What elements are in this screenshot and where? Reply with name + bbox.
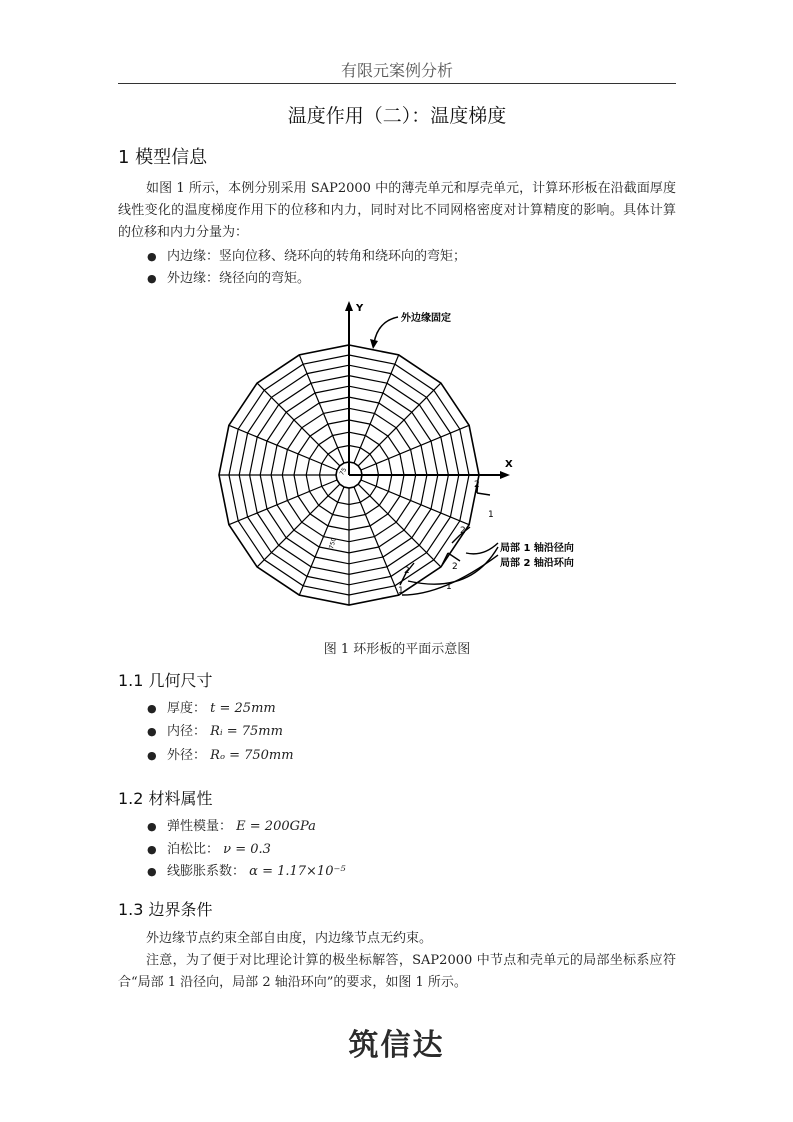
- local-axis-1-label: 1: [488, 510, 494, 520]
- y-axis-label: Y: [356, 303, 364, 314]
- local-axis-2-label: 2: [404, 566, 410, 576]
- x-axis-arrow: [500, 471, 510, 479]
- local-axis-2-label: 2: [452, 562, 458, 572]
- list-item-text: 内径：: [167, 724, 207, 739]
- local-axis-2-note: 局部 2 轴沿环向: [500, 558, 574, 569]
- y-axis-arrow: [345, 301, 353, 311]
- local-axis-2-label: 2: [474, 480, 480, 490]
- formula: α = 1.17×10⁻⁵: [249, 864, 346, 879]
- list-item: [147, 745, 294, 767]
- x-axis-label: X: [505, 459, 513, 470]
- figure-caption: 图 1 环形板的平面示意图: [323, 642, 471, 657]
- formula: t = 25mm: [210, 701, 276, 716]
- section-1-heading: 1 模型信息: [118, 147, 208, 168]
- page-title: 温度作用（二）：温度梯度: [287, 105, 507, 127]
- annular-plate-diagram: [208, 295, 588, 630]
- outer-fixed-leader: [374, 317, 398, 343]
- local-axis-1-label: 1: [398, 586, 404, 596]
- brand-logo: 筑信达: [348, 1028, 445, 1063]
- formula: E = 200GPa: [236, 819, 316, 834]
- inner-radius-label: 75: [338, 466, 349, 477]
- list-item: [147, 861, 346, 883]
- list-item: [147, 816, 316, 838]
- list-item-text: 内边缘：竖向位移、绕环向的转角和绕环向的弯矩；: [167, 249, 467, 264]
- local-axis-1-label: 1: [446, 582, 452, 592]
- list-item: [147, 839, 271, 861]
- outer-fixed-label: 外边缘固定: [401, 313, 451, 324]
- boundary-paragraph-2: 注意，为了便于对比理论计算的极坐标解答，SAP2000 中节点和壳单元的局部坐标系应符合“局部 1 沿径向，局部 2 轴沿环向”的要求，如图 1 所示。: [118, 953, 676, 990]
- list-item-text: 外边缘：绕径向的弯矩。: [167, 271, 311, 286]
- local-axis-2-label: 2: [460, 526, 466, 536]
- boundary-paragraph-1: 外边缘节点约束全部自由度，内边缘节点无约束。: [146, 931, 433, 946]
- list-item: [147, 268, 310, 290]
- annular-plate-figure: [208, 295, 588, 630]
- list-item-text: 弹性模量：: [167, 819, 233, 834]
- section-1-intro: 如图 1 所示，本例分别采用 SAP2000 中的薄壳单元和厚壳单元，计算环形板在沿截面厚度线性变化的温度梯度作用下的位移和内力，同时对比不同网格密度对计算精度的影响。具体计算的位移和内力分量为：: [118, 181, 676, 240]
- local-axis-1-note: 局部 1 轴沿径向: [500, 543, 574, 554]
- page-header: 有限元案例分析: [340, 61, 453, 80]
- formula: ν = 0.3: [223, 842, 271, 857]
- outer-fixed-arrowhead: [370, 339, 378, 349]
- list-item: [147, 698, 276, 720]
- list-item-text: 线膨胀系数：: [167, 864, 246, 879]
- section-1-1-heading: 1.1 几何尺寸: [118, 671, 213, 690]
- formula: Rᵢ = 75mm: [210, 724, 283, 739]
- list-item-text: 厚度：: [167, 701, 207, 716]
- formula: Rₒ = 750mm: [210, 748, 294, 763]
- section-1-3-heading: 1.3 边界条件: [118, 900, 213, 919]
- header-rule: [118, 83, 676, 84]
- outer-radius-label: 750: [328, 537, 338, 550]
- list-item-text: 外径：: [167, 748, 207, 763]
- list-item: [147, 721, 283, 743]
- section-1-2-heading: 1.2 材料属性: [118, 789, 213, 808]
- list-item-text: 泊松比：: [167, 842, 220, 857]
- list-item: [147, 246, 466, 268]
